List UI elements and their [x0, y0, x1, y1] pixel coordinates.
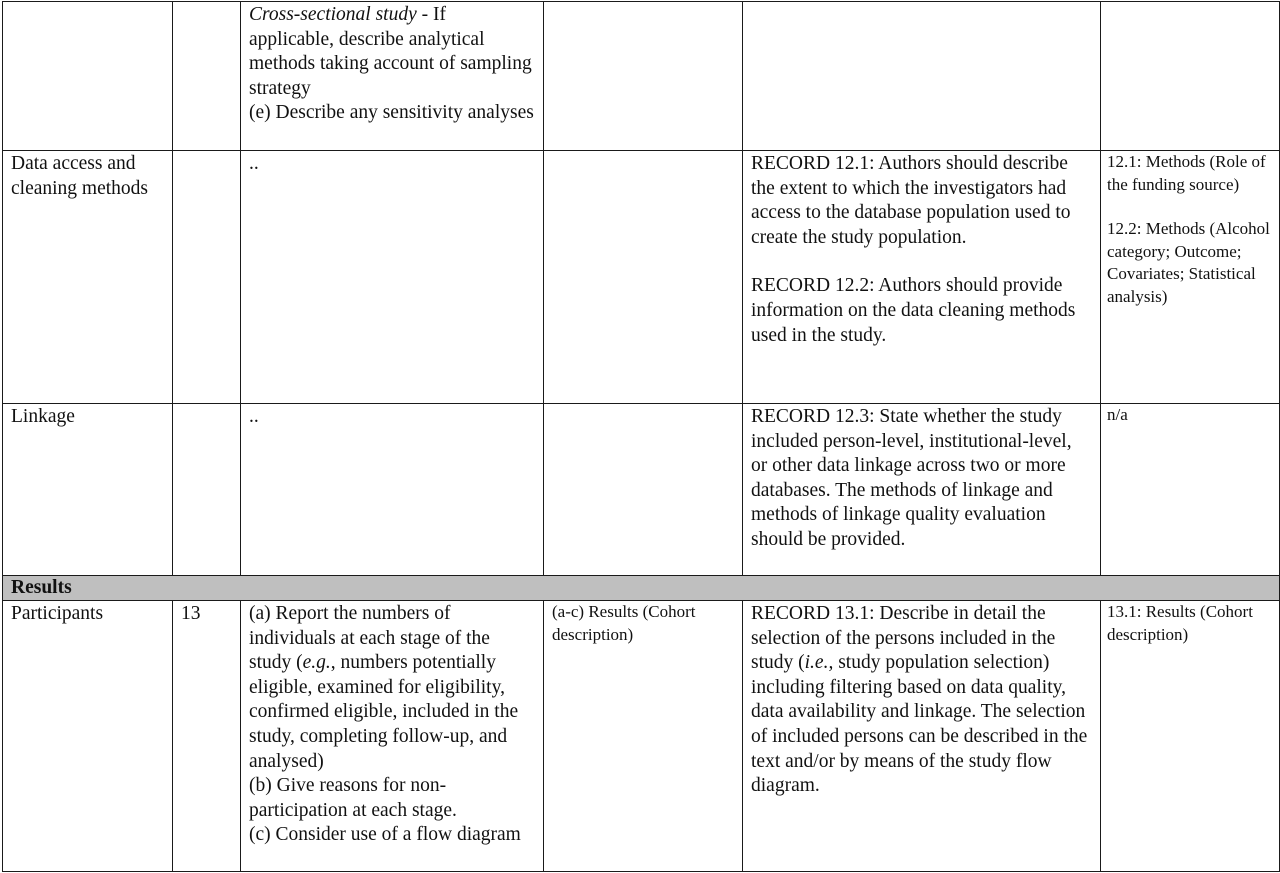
record-text-italic: i.e.,	[804, 652, 834, 674]
record-text: RECORD 13.1: Describe in detail the selection of the persons included in the study (	[751, 603, 1056, 674]
item-cell	[3, 2, 173, 151]
item-cell: Linkage	[3, 404, 173, 576]
number-cell	[173, 404, 241, 576]
location-text: 12.2: Methods (Alcohol category; Outcome; Covariates; Statistical analysis)	[1107, 219, 1270, 306]
table-row-data-access	[3, 151, 1280, 404]
number-cell	[173, 2, 241, 151]
number-cell: 13	[173, 601, 241, 872]
strobe-text-italic: e.g.	[302, 652, 331, 674]
location-cell	[544, 2, 743, 151]
strobe-cell: ..	[241, 151, 544, 404]
strobe-cell	[241, 2, 544, 151]
item-cell: Participants	[3, 601, 173, 872]
strobe-cell	[241, 601, 544, 872]
record-text: RECORD 12.2: Authors should provide information on the data cleaning methods used in the study.	[751, 275, 1076, 346]
record-cell	[743, 2, 1101, 151]
record-location-cell: n/a	[1101, 404, 1280, 576]
table-row-cross-sectional	[3, 2, 1280, 151]
record-text: RECORD 12.1: Authors should describe the extent to which the investigators had access to the database population used to create the study population.	[751, 153, 1071, 248]
strobe-text: (a) Report the numbers of individuals at each stage of the study (	[249, 603, 490, 674]
location-cell	[544, 151, 743, 404]
strobe-text: (b) Give reasons for non-participation at each stage.	[249, 775, 457, 821]
section-title: Results	[3, 576, 1280, 601]
location-text: 12.1: Methods (Role of the funding source)	[1107, 152, 1266, 194]
strobe-text: - If applicable, describe analytical methods taking account of sampling strategy	[249, 4, 532, 99]
strobe-text: , numbers potentially eligible, examined for eligibility, confirmed eligible, included in the study, completing follow-up, and analysed)	[249, 652, 519, 772]
table-row-linkage	[3, 404, 1280, 576]
record-location-cell: 13.1: Results (Cohort description)	[1101, 601, 1280, 872]
strobe-cell: ..	[241, 404, 544, 576]
strobe-text: (c) Consider use of a flow diagram	[249, 824, 521, 846]
location-cell: (a-c) Results (Cohort description)	[544, 601, 743, 872]
strobe-text: (e) Describe any sensitivity analyses	[249, 102, 534, 124]
record-location-cell	[1101, 151, 1280, 404]
record-text: study population selection) including filtering based on data quality, data availability and linkage. The selection of included persons can be described in the text and/or by means of the study flow diagram.	[751, 652, 1088, 797]
record-cell	[743, 151, 1101, 404]
record-cell: RECORD 12.3: State whether the study included person-level, institutional-level, or other data linkage across two or more databases. The methods of linkage and methods of linkage quality evaluation should be provided.	[743, 404, 1101, 576]
table-row-participants	[3, 601, 1280, 872]
record-cell	[743, 601, 1101, 872]
section-header-results	[3, 576, 1280, 601]
item-cell: Data access and cleaning methods	[3, 151, 173, 404]
location-cell	[544, 404, 743, 576]
record-location-cell	[1101, 2, 1280, 151]
record-checklist-table	[2, 1, 1280, 872]
study-type-label: Cross-sectional study	[249, 4, 417, 25]
number-cell	[173, 151, 241, 404]
